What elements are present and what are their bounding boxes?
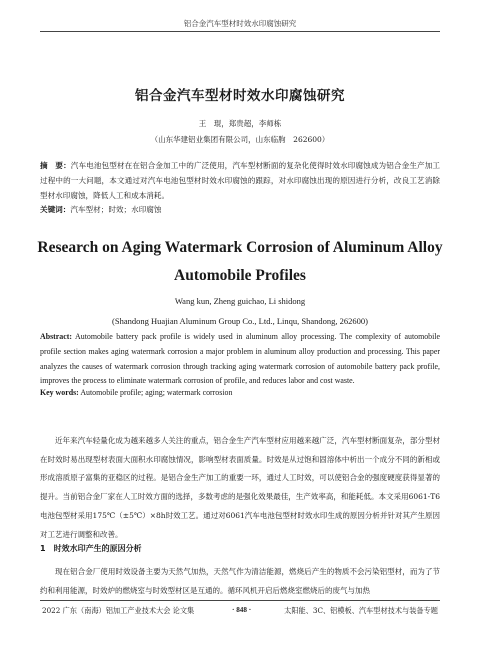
- keywords-en-label: Key words:: [40, 388, 79, 397]
- abstract-en-label: Abstract:: [40, 332, 72, 341]
- footer-rule: [40, 600, 440, 601]
- abstract-en-text: Automobile battery pack profile is widely used in aluminum alloy processing. The complexity of automobile profile section makes aging watermark corrosion a major problem in aluminum alloy production and processing. This paper analyzes the causes of watermark corrosion through tracking aging watermark corrosion of automobile battery pack profile, improves the process to eliminate watermark corrosion of profile, and reduces labor and cost waste.: [40, 332, 440, 386]
- keywords-en-text: Automobile profile; aging; watermark corrosion: [78, 388, 233, 397]
- keywords-cn: [40, 204, 440, 215]
- abstract-en: [40, 330, 440, 389]
- authors-en: Wang kun, Zheng guichao, Li shidong: [174, 296, 306, 306]
- affiliation-en: (Shandong Huajian Aluminum Group Co., Ltd., Linqu, Shandong, 262600): [112, 316, 368, 326]
- keywords-en: [40, 388, 440, 397]
- title-en: Research on Aging Watermark Corrosion of Aluminum Alloy Automobile Profiles: [37, 239, 443, 284]
- title-cn: 铝合金汽车型材时效水印腐蚀研究: [135, 88, 345, 104]
- body-paragraph-intro: 近年来汽车轻量化成为越来越多人关注的重点，铝合金生产汽车型材应用越来越广泛，汽车型材断面复杂，部分型材在时效时易出现型材表面大面积水印腐蚀情况，影响型材表面质量。时效是从过饱和固溶体中析出一个成分不同的新相或形成溶质原子富集的亚稳区的过程。是铝合金生产加工的重要一环，通过人工时效，可以使铝合金的强度硬度获得显著的提升。当前铝合金厂家在人工时效方面的选择，多数考虑的是强化效果最佳，生产效率高，和能耗低。本文采用6061-T6电池包型材采用175℃（±5℃）×8h时效工艺。通过对6061汽车电池包型材时效水印生成的原因分析并针对其产生原因对工艺进行调整和改善。: [40, 436, 440, 539]
- authors-cn: 王 琨，郑贵超，李师栋: [198, 119, 282, 128]
- footer-topic: 太阳能、3C、铝模板、汽车型材技术与装备专题: [284, 606, 438, 615]
- keywords-cn-label: 关键词：: [40, 205, 71, 214]
- body-paragraph-section1: 现在铝合金厂使用时效设备主要为天然气加热，天然气作为清洁能源，燃烧后产生的物质不会污染铝型材，而为了节约和利用能源，时效炉的燃烧室与时效型材区是互通的。循环风机开启后燃烧室燃烧后的废气与加热: [40, 567, 440, 595]
- abstract-cn-label: 摘 要：: [40, 161, 71, 170]
- footer-proceedings: 2022 广东（南海）铝加工产业技术大会 论文集: [42, 606, 195, 615]
- affiliation-cn: （山东华建铝业集团有限公司，山东临朐 262600）: [150, 135, 330, 144]
- running-header: 铝合金汽车型材时效水印腐蚀研究: [183, 19, 297, 28]
- section-heading-1: 1 时效水印产生的原因分析: [40, 544, 142, 553]
- abstract-cn-text: 汽车电池包型材在在铝合金加工中的广泛使用，汽车型材断面的复杂化使得时效水印腐蚀成为铝合金生产加工过程中的一大问题，本文通过对汽车电池包型材时效水印腐蚀的跟踪，对水印腐蚀出现的原因进行分析，改良工艺消除型材水印腐蚀，降低人工和成本消耗。: [40, 161, 440, 200]
- abstract-cn: [40, 158, 440, 203]
- header-rule: [40, 31, 440, 32]
- page-number: · 848 ·: [232, 606, 252, 614]
- keywords-cn-text: 汽车型材；时效；水印腐蚀: [70, 205, 162, 214]
